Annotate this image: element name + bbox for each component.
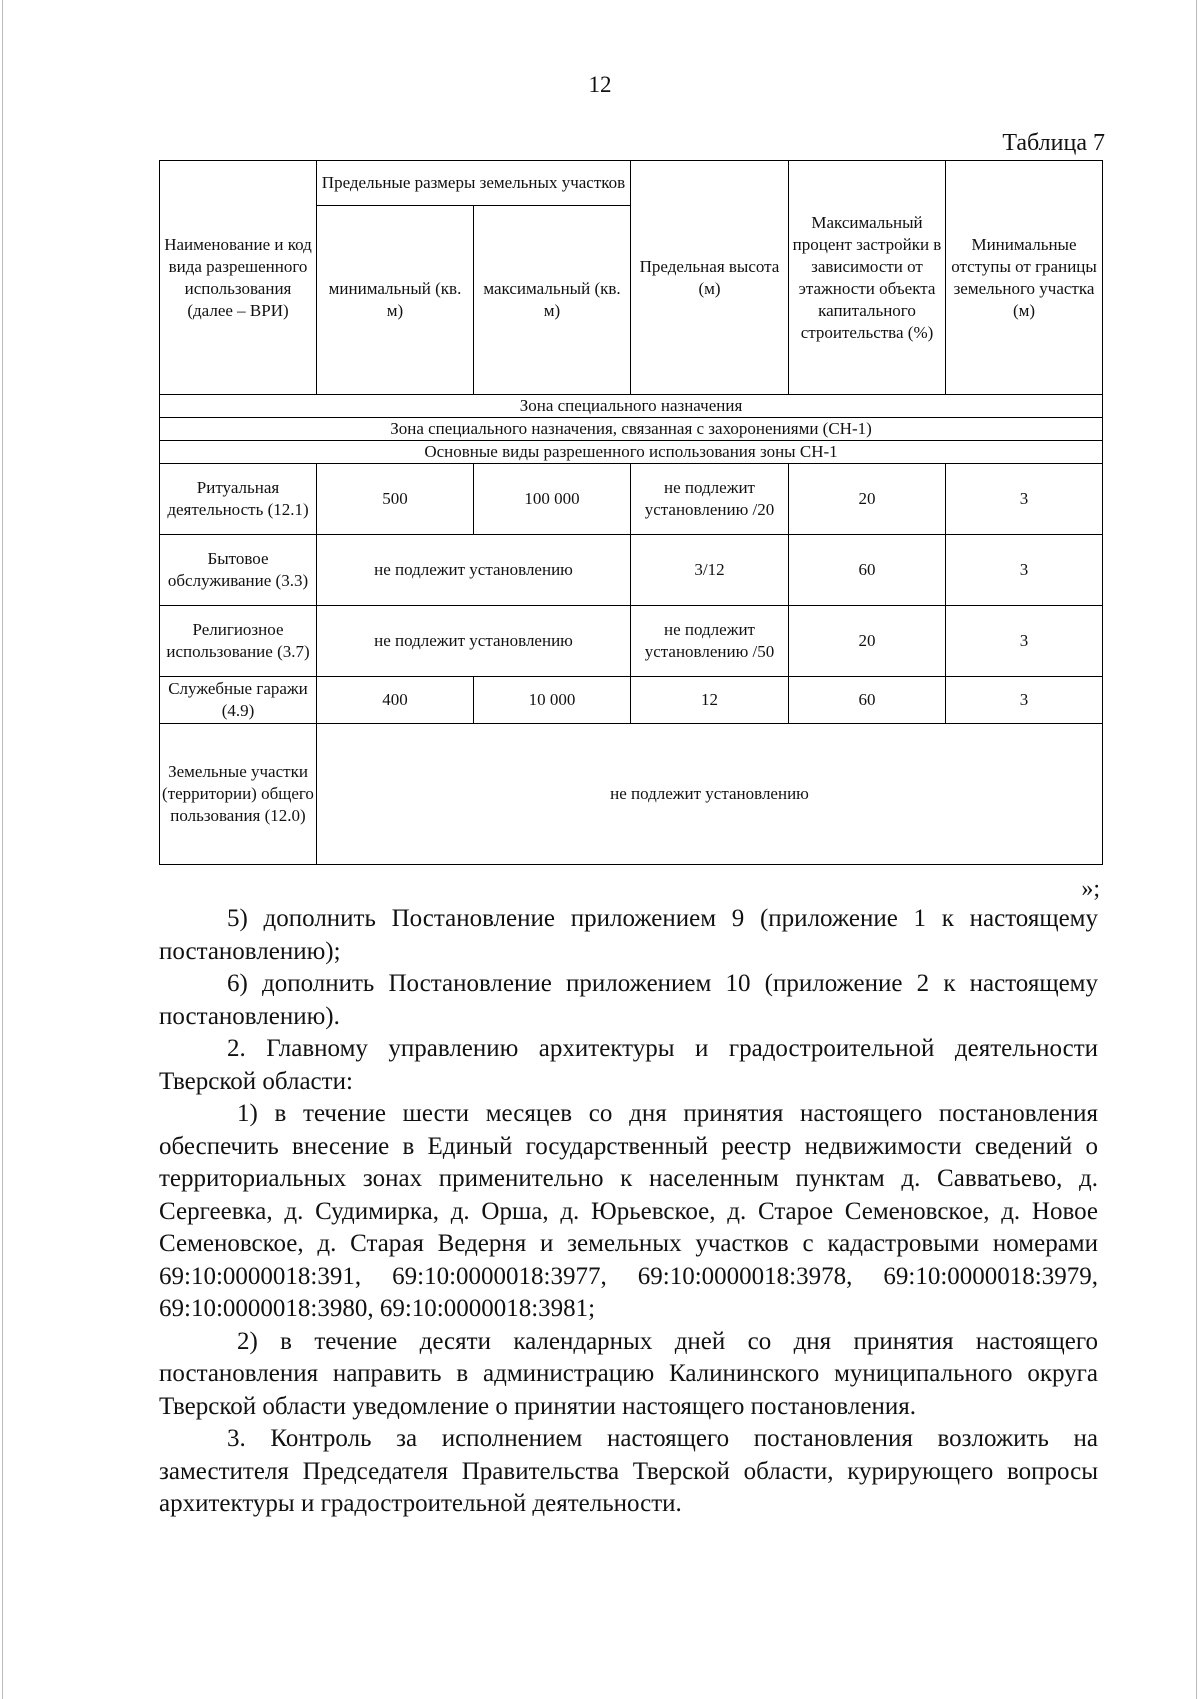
- paragraph-clause-2-item-2: 2) в течение десяти календарных дней со дня принятия настоящего постановления направить в администрацию Калининского муниципального округа Тверской области уведомление о принятии настоящего постановления.: [159, 1327, 1098, 1420]
- row-min: 500: [317, 464, 474, 535]
- header-land-size-group: Предельные размеры земельных участков: [317, 161, 631, 206]
- table-row: [160, 606, 1103, 677]
- closing-quote-mark: »;: [1081, 876, 1100, 902]
- row-height: 12: [631, 677, 789, 724]
- header-percent: Максимальный процент застройки в зависимости от этажности объекта капитального строительства (%): [789, 161, 946, 395]
- row-name: Служебные гаражи (4.9): [160, 677, 317, 724]
- row-all-merged: не подлежит установлению: [317, 724, 1103, 865]
- row-percent: 60: [789, 535, 946, 606]
- row-height: 3/12: [631, 535, 789, 606]
- header-min: минимальный (кв. м): [317, 206, 474, 395]
- table-row: [160, 677, 1103, 724]
- row-percent: 60: [789, 677, 946, 724]
- row-min: 400: [317, 677, 474, 724]
- table-row: [160, 535, 1103, 606]
- header-setback: Минимальные отступы от границы земельного участка (м): [946, 161, 1103, 395]
- row-percent: 20: [789, 606, 946, 677]
- row-max: 10 000: [474, 677, 631, 724]
- row-size-merged: не подлежит установлению: [317, 606, 631, 677]
- page-number: 12: [588, 72, 612, 97]
- row-name: Земельные участки (территории) общего пользования (12.0): [160, 724, 317, 865]
- row-height: не подлежит установлению /20: [631, 464, 789, 535]
- row-height: не подлежит установлению /50: [631, 606, 789, 677]
- paragraph-clause-3: 3. Контроль за исполнением настоящего постановления возложить на заместителя Председателя Правительства Тверской области, курирующего вопросы архитектуры и градостроительной деятельности.: [159, 1425, 1098, 1517]
- zone-kinds: Основные виды разрешенного использования зоны СН-1: [160, 441, 1103, 464]
- row-setback: 3: [946, 677, 1103, 724]
- table-row: [160, 464, 1103, 535]
- row-percent: 20: [789, 464, 946, 535]
- row-setback: 3: [946, 606, 1103, 677]
- row-name: Бытовое обслуживание (3.3): [160, 535, 317, 606]
- resolution-text: [159, 903, 1098, 1521]
- paragraph-item-5: 5) дополнить Постановление приложением 9 (приложение 1 к настоящему постановлению);: [159, 905, 1098, 965]
- zone-title: Зона специального назначения: [160, 395, 1103, 418]
- table-caption: Таблица 7: [1002, 130, 1105, 156]
- zone-subtitle: Зона специального назначения, связанная с захоронениями (СН-1): [160, 418, 1103, 441]
- paragraph-clause-2-item-1: 1) в течение шести месяцев со дня принятия настоящего постановления обеспечить внесение в Единый государственный реестр недвижимости сведений о территориальных зонах применительно к населенным пунктам д. Савватьево, д. Сергеевка, д. Судимирка, д. Орша, д. Юрьевское, д. Старое Семеновское, д. Новое Семеновское, д. Старая Ведерня и земельных участков с кадастровыми номерами 69:10:0000018:391, 69:10:0000018:3977, 69:10:0000018:3978, 69:10:0000018:3979, 69:10:0000018:3980, 69:10:0000018:3981;: [159, 1100, 1098, 1322]
- header-max: максимальный (кв. м): [474, 206, 631, 395]
- row-name: Религиозное использование (3.7): [160, 606, 317, 677]
- zone-kinds-row: [160, 441, 1103, 464]
- row-name: Ритуальная деятельность (12.1): [160, 464, 317, 535]
- row-max: 100 000: [474, 464, 631, 535]
- land-use-table: [159, 160, 1103, 865]
- header-height: Предельная высота (м): [631, 161, 789, 395]
- row-setback: 3: [946, 464, 1103, 535]
- zone-subtitle-row: [160, 418, 1103, 441]
- table-header-row: [160, 161, 1103, 206]
- paragraph-item-6: 6) дополнить Постановление приложением 10 (приложение 2 к настоящему постановлению).: [159, 970, 1098, 1030]
- paragraph-clause-2: 2. Главному управлению архитектуры и градостроительной деятельности Тверской области:: [159, 1035, 1098, 1095]
- row-size-merged: не подлежит установлению: [317, 535, 631, 606]
- table-row: [160, 724, 1103, 865]
- zone-title-row: [160, 395, 1103, 418]
- row-setback: 3: [946, 535, 1103, 606]
- header-name: Наименование и код вида разрешенного использования (далее – ВРИ): [160, 161, 317, 395]
